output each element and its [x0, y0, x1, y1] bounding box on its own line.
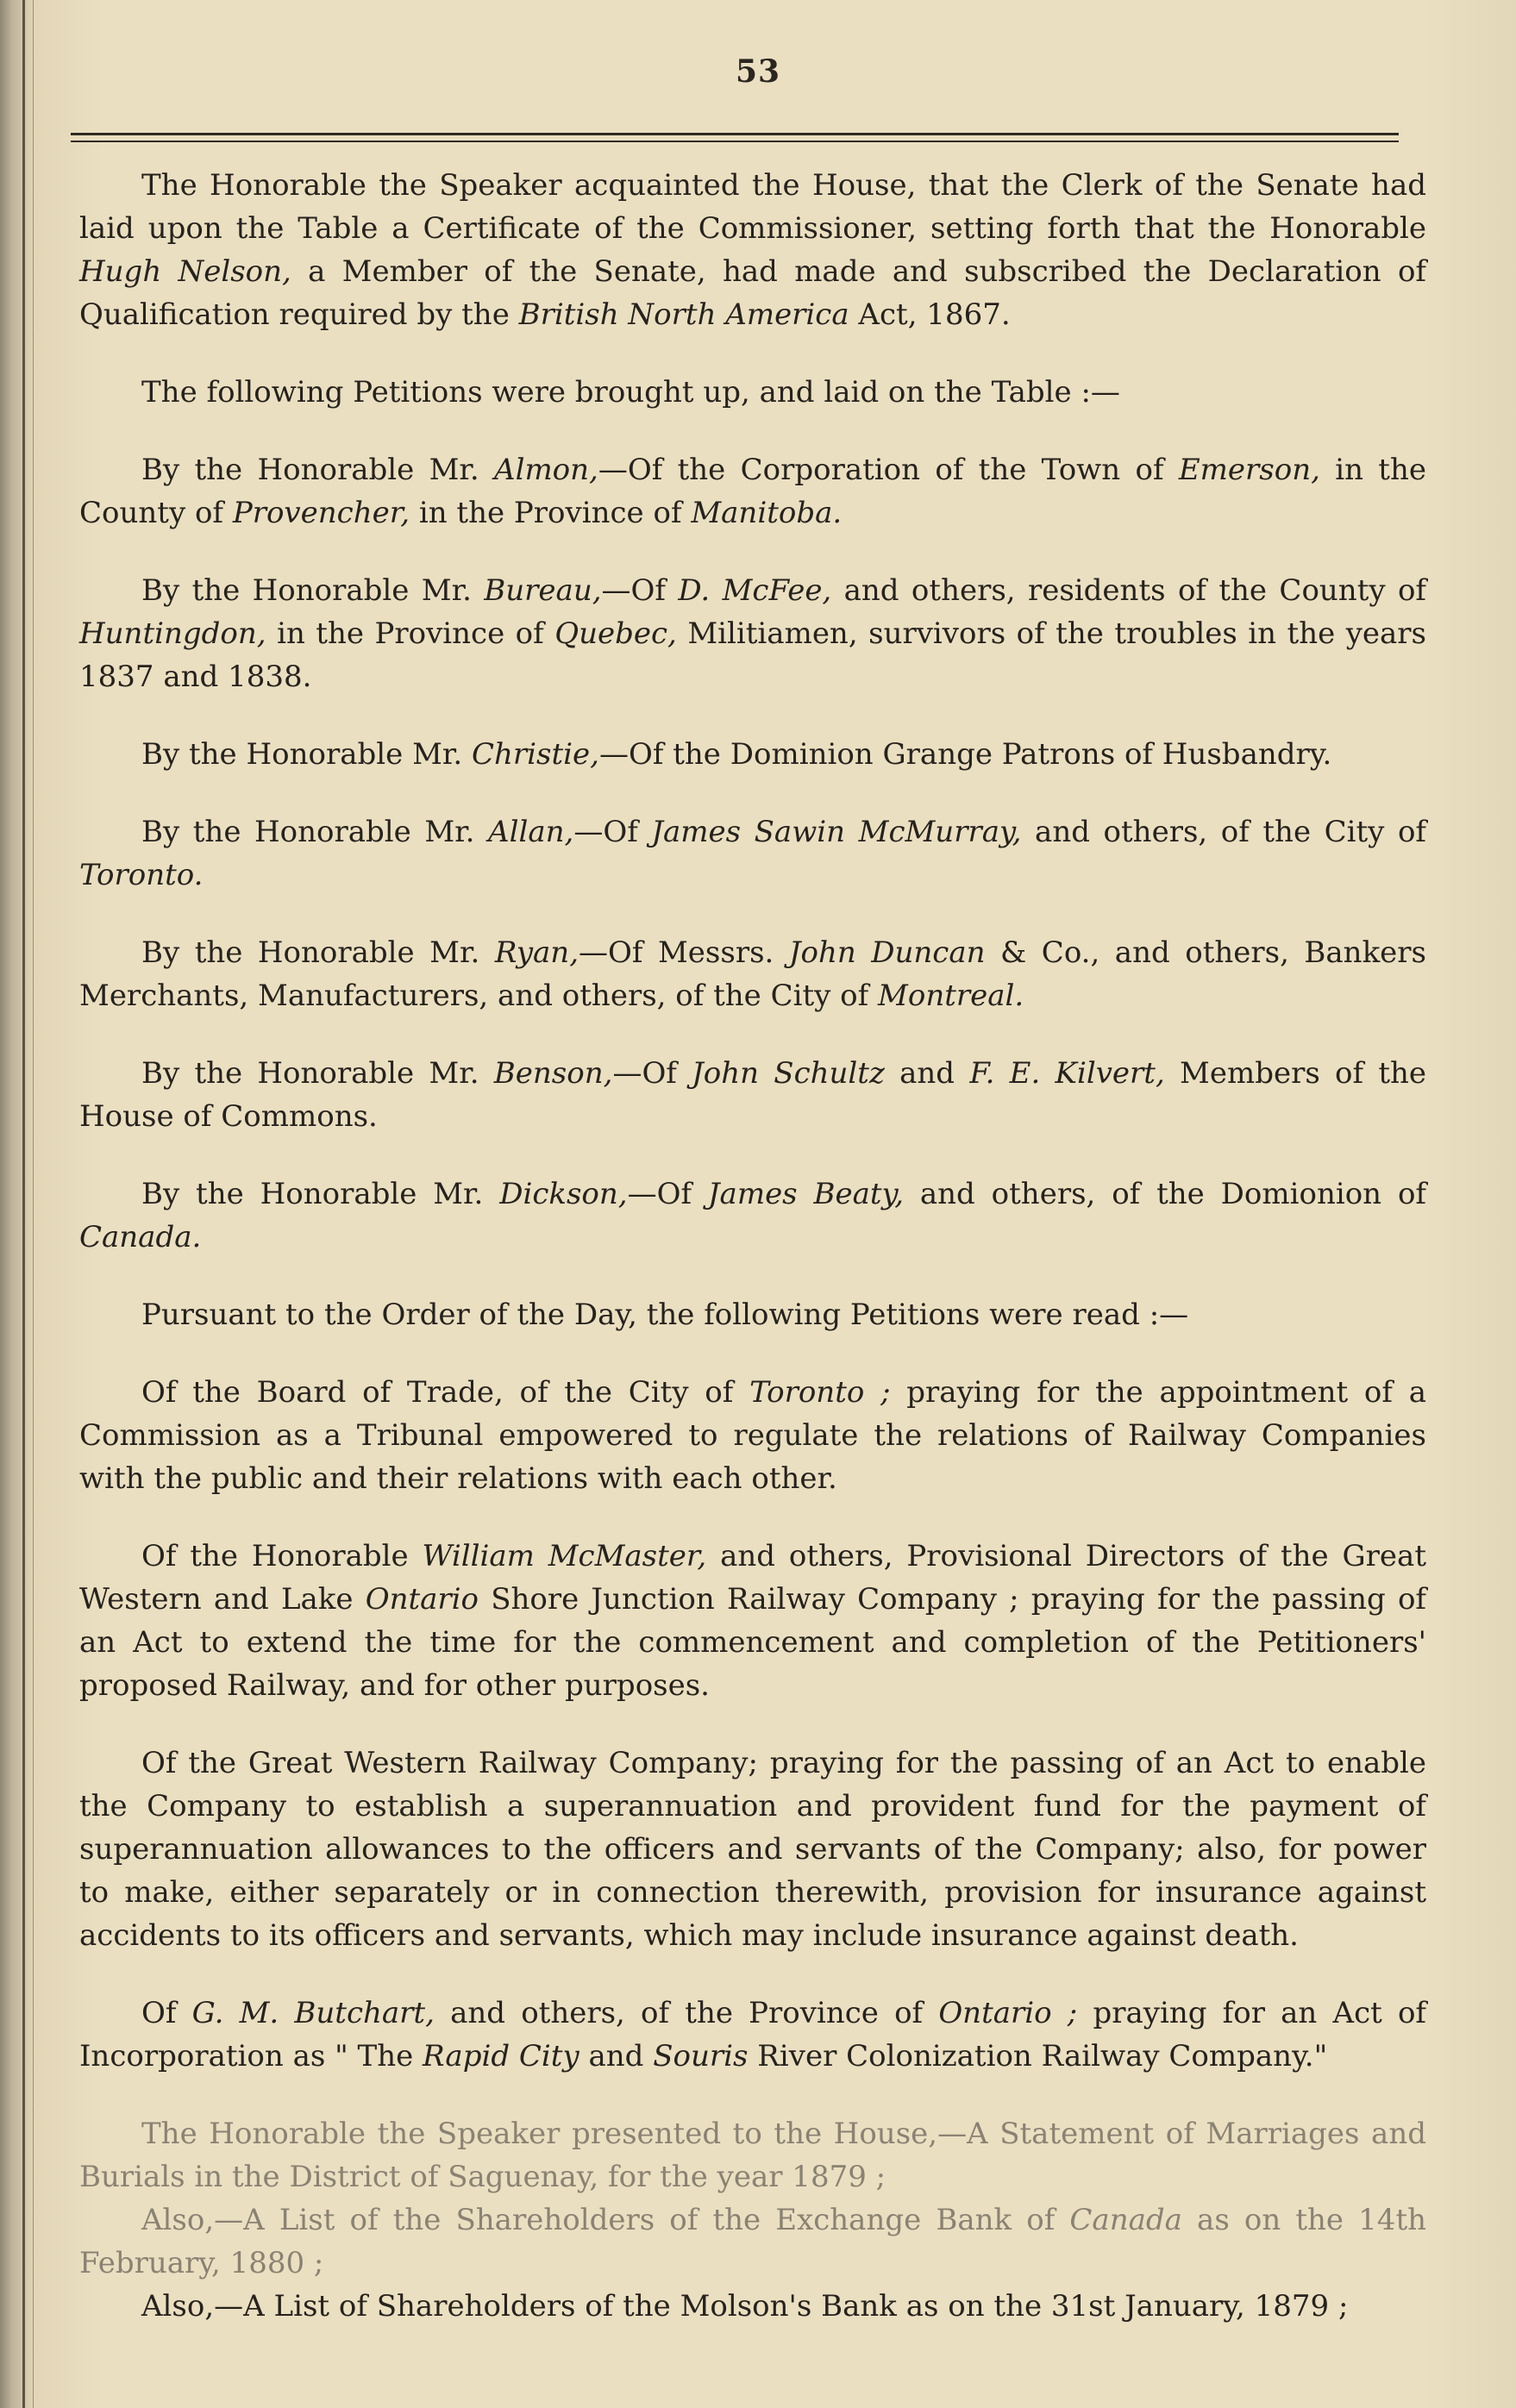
binding-edge — [22, 0, 25, 2408]
italic-name: Hugh Nelson, — [79, 254, 291, 289]
italic-name: Christie, — [472, 737, 599, 772]
text-run: in the County of — [79, 453, 1426, 530]
text-run: Of the Honorable — [141, 1539, 423, 1573]
paragraph-petition-ryan — [79, 931, 1426, 1017]
text-run: Of the Board of Trade, of the City of — [141, 1375, 750, 1410]
italic-name: Montreal. — [878, 979, 1024, 1013]
paragraph-petition-benson — [79, 1052, 1426, 1138]
italic-name: D. McFee, — [678, 573, 832, 608]
text-run: Members of the House of Commons. — [79, 1056, 1427, 1134]
italic-name: John Duncan — [788, 935, 986, 970]
text-run: and others, of the Domionion of — [904, 1177, 1426, 1211]
journal-body — [79, 164, 1426, 2328]
text-run: Of — [141, 1996, 192, 2030]
page-number: 53 — [735, 53, 781, 90]
text-run: By the Honorable Mr. — [141, 815, 489, 849]
italic-name: Allan, — [488, 815, 574, 849]
italic-name: F. E. Kilvert, — [969, 1056, 1165, 1091]
italic-name: Quebec, — [554, 616, 677, 651]
italic-name: Huntingdon, — [79, 616, 266, 651]
text-run: and — [884, 1056, 970, 1091]
italic-name: Benson, — [493, 1056, 613, 1091]
text-run: —Of — [573, 815, 652, 849]
text-run: By the Honorable Mr. — [141, 573, 485, 608]
italic-name: Almon, — [494, 453, 598, 487]
italic-name: Rapid City — [423, 2039, 579, 2073]
text-run: —Of — [612, 1056, 692, 1091]
italic-name: Emerson, — [1178, 453, 1320, 487]
paragraph-petition-board-of-trade — [79, 1371, 1426, 1500]
text-run: Shore Junction Railway Company ; praying for the passing of an Act to extend the time for the commencement and completion of the Petitioners' proposed Railway, and for other purposes. — [79, 1582, 1426, 1703]
text-run: and — [579, 2039, 654, 2073]
text-run: and others, residents of the County of — [831, 573, 1427, 608]
text-run: and others, of the Province of — [434, 1996, 939, 2030]
paragraph-petition-great-western: Of the Great Western Railway Company; praying for the passing of an Act to enable the Company to establish a superannuation and provident fund for the payment of superannuation allowances to the officers and servants of the Company; also, for power to make, either separately or in connection therewith, provision for insurance against accidents to its officers and servants, which may include insurance against death. — [79, 1746, 1426, 1953]
paragraph-petition-christie — [79, 733, 1426, 776]
text-run: —Of the Dominion Grange Patrons of Husbandry. — [598, 737, 1332, 772]
paragraph-petition-mcmaster — [79, 1535, 1426, 1707]
paragraph-petition-bureau — [79, 569, 1426, 698]
text-run: and others, Provisional Directors of the Great Western and Lake — [79, 1539, 1426, 1617]
italic-name: Ontario — [365, 1582, 479, 1617]
italic-name: William McMaster, — [422, 1539, 707, 1573]
paragraph-molsons-bank-list: Also,—A List of Shareholders of the Molson's Bank as on the 31st January, 1879 ; — [141, 2289, 1349, 2324]
paragraph-speaker-statement: The Honorable the Speaker presented to the House,—A Statement of Marriages and Burials in the District of Saguenay, for the year 1879 ; — [79, 2117, 1426, 2194]
text-run: Also,—A List of the Shareholders of the Exchange Bank of — [141, 2203, 1070, 2237]
text-run: —Of the Corporation of the Town of — [598, 453, 1179, 487]
italic-name: G. M. Butchart, — [191, 1996, 435, 2030]
italic-name: Toronto ; — [749, 1375, 891, 1410]
text-run: —Of — [601, 573, 679, 608]
paragraph-petition-butchart — [79, 1992, 1426, 2078]
italic-name: Provencher, — [232, 496, 410, 530]
text-run: in the Province of — [410, 496, 692, 530]
italic-name: British North America — [518, 297, 849, 332]
paragraph-petition-dickson — [79, 1173, 1426, 1259]
italic-name: John Schultz — [692, 1056, 885, 1091]
text-run: By the Honorable Mr. — [141, 453, 495, 487]
text-run: Act, 1867. — [849, 297, 1011, 332]
text-run: By the Honorable Mr. — [141, 935, 495, 970]
italic-name: Souris — [653, 2039, 749, 2073]
text-run: By the Honorable Mr. — [141, 1177, 500, 1211]
italic-name: Ryan, — [494, 935, 579, 970]
text-run: By the Honorable Mr. — [141, 1056, 494, 1091]
italic-name: Toronto. — [79, 858, 204, 892]
italic-name: James Beaty, — [707, 1177, 905, 1211]
paragraph-order-of-day: Pursuant to the Order of the Day, the following Petitions were read :— — [141, 1298, 1189, 1332]
italic-name: James Sawin McMurray, — [651, 815, 1022, 849]
text-run: The Honorable the Speaker acquainted the House, that the Clerk of the Senate had laid upon the Table a Certificate of the Commissioner, setting forth that the Honorable — [79, 168, 1426, 246]
text-run: —Of — [627, 1177, 708, 1211]
italic-name: Ontario ; — [938, 1996, 1078, 2030]
paragraph-petitions-intro: The following Petitions were brought up, and laid on the Table :— — [141, 375, 1120, 410]
text-run: as on the 14th February, 1880 ; — [79, 2203, 1426, 2280]
paragraph-speaker-certificate — [79, 164, 1426, 336]
italic-name: Manitoba. — [691, 496, 843, 530]
text-run: —Of Messrs. — [579, 935, 789, 970]
italic-name: Bureau, — [484, 573, 602, 608]
italic-name: Dickson, — [499, 1177, 628, 1211]
text-run: and others, of the City of — [1021, 815, 1427, 849]
paragraph-petition-almon — [79, 448, 1426, 535]
header-rule-bottom — [71, 141, 1399, 142]
binding-edge-inner — [33, 0, 34, 2408]
text-run: praying for the appointment of a Commission as a Tribunal empowered to regulate the relations of Railway Companies with the public and their relations with each other. — [79, 1375, 1426, 1496]
text-run: & Co., and others, Bankers Merchants, Manufacturers, and others, of the City of — [79, 935, 1427, 1013]
text-run: in the Province of — [266, 616, 555, 651]
text-run: Militiamen, survivors of the troubles in the years 1837 and 1838. — [79, 616, 1426, 694]
italic-name: Canada. — [79, 1220, 202, 1254]
text-run: River Colonization Railway Company." — [748, 2039, 1328, 2073]
text-run: praying for an Act of Incorporation as " The — [79, 1996, 1427, 2073]
paragraph-exchange-bank-list — [79, 2198, 1426, 2285]
text-run: By the Honorable Mr. — [141, 737, 473, 772]
text-run: a Member of the Senate, had made and subscribed the Declaration of Qualification required by the — [79, 254, 1426, 332]
header-rule-top — [71, 133, 1399, 135]
paragraph-petition-allan — [79, 810, 1426, 897]
italic-name: Canada — [1069, 2203, 1182, 2237]
